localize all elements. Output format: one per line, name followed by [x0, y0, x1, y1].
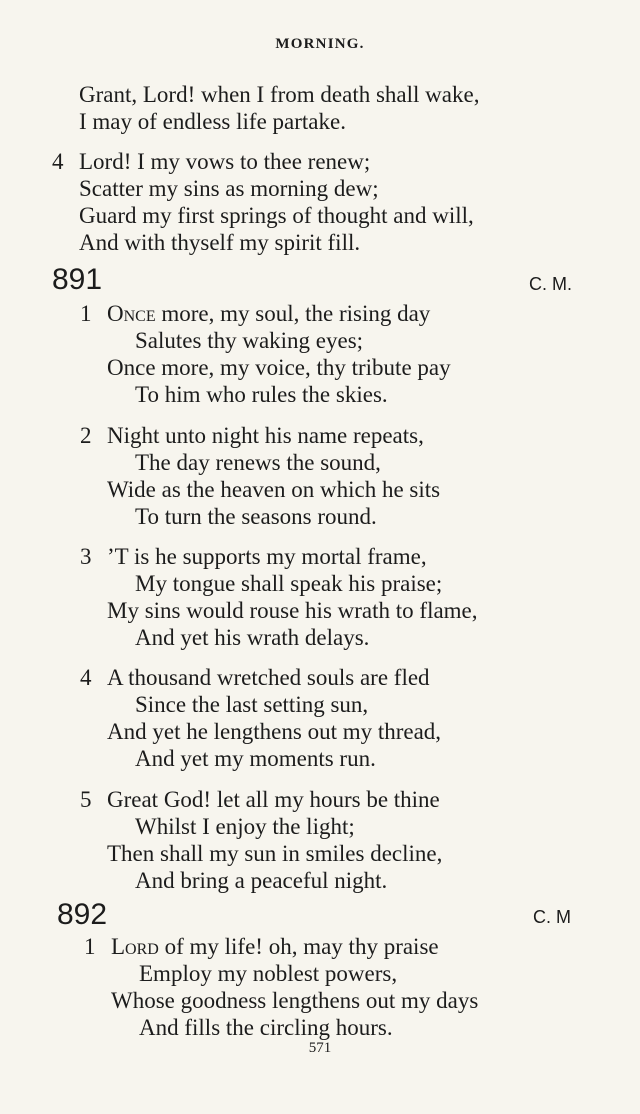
verse-line: The day renews the sound, [135, 450, 381, 475]
verse-line: And fills the circling hours. [139, 1015, 393, 1040]
hymn-number: 891 [52, 263, 103, 296]
verse-line: And yet his wrath delays. [135, 625, 370, 650]
verse-line: And yet he lengthens out my thread, [107, 719, 442, 744]
verse-line: And bring a peaceful night. [135, 868, 388, 893]
small-caps-word: Once [107, 301, 156, 326]
verse-line: My tongue shall speak his praise; [135, 571, 443, 596]
verse-line: Guard my first springs of thought and will, [79, 203, 474, 228]
verse-line: Lord! I my vows to thee renew; [79, 149, 371, 174]
running-head: MORNING. [275, 36, 365, 52]
verse-line: To him who rules the skies. [135, 382, 388, 407]
verse-line: Wide as the heaven on which he sits [107, 477, 441, 502]
verse-line: Once more, my voice, thy tribute pay [107, 355, 451, 380]
stanza-number: 1 [80, 301, 92, 326]
verse-line-first [107, 300, 430, 327]
verse-line: Employ my noblest powers, [139, 961, 398, 986]
verse-line: Then shall my sun in smiles decline, [107, 841, 443, 866]
verse-line: And yet my moments run. [135, 746, 376, 771]
page-number: 571 [308, 1040, 332, 1056]
stanza-number: 4 [52, 149, 64, 174]
verse-line-first [111, 933, 439, 960]
small-caps-word: Lord [111, 934, 159, 959]
stanza-number: 4 [80, 665, 92, 690]
verse-line: Grant, Lord! when I from death shall wake, [79, 82, 480, 107]
verse-line: Since the last setting sun, [135, 692, 369, 717]
verse-line: To turn the seasons round. [135, 504, 377, 529]
stanza-number: 1 [84, 934, 96, 959]
verse-line: A thousand wretched souls are fled [107, 665, 430, 690]
stanza-number: 5 [80, 787, 92, 812]
verse-line: Great God! let all my hours be thine [107, 787, 440, 812]
hymn-meter: C. M [533, 907, 571, 927]
verse-line: Night unto night his name repeats, [107, 423, 424, 448]
verse-line: Salutes thy waking eyes; [135, 328, 364, 353]
verse-line: ’T is he supports my mortal frame, [107, 544, 427, 569]
verse-line: And with thyself my spirit fill. [79, 230, 361, 255]
verse-line: I may of endless life partake. [79, 109, 346, 134]
verse-line: Whilst I enjoy the light; [135, 814, 355, 839]
verse-line: Scatter my sins as morning dew; [79, 176, 379, 201]
hymn-meter: C. M. [529, 274, 572, 294]
verse-line: Whose goodness lengthens out my days [111, 988, 479, 1013]
stanza-number: 3 [80, 544, 92, 569]
hymn-number: 892 [57, 898, 108, 931]
verse-text: of my life! oh, may thy praise [158, 934, 439, 959]
stanza-number: 2 [80, 423, 92, 448]
verse-text: more, my soul, the rising day [155, 301, 431, 326]
verse-line: My sins would rouse his wrath to flame, [107, 598, 478, 623]
